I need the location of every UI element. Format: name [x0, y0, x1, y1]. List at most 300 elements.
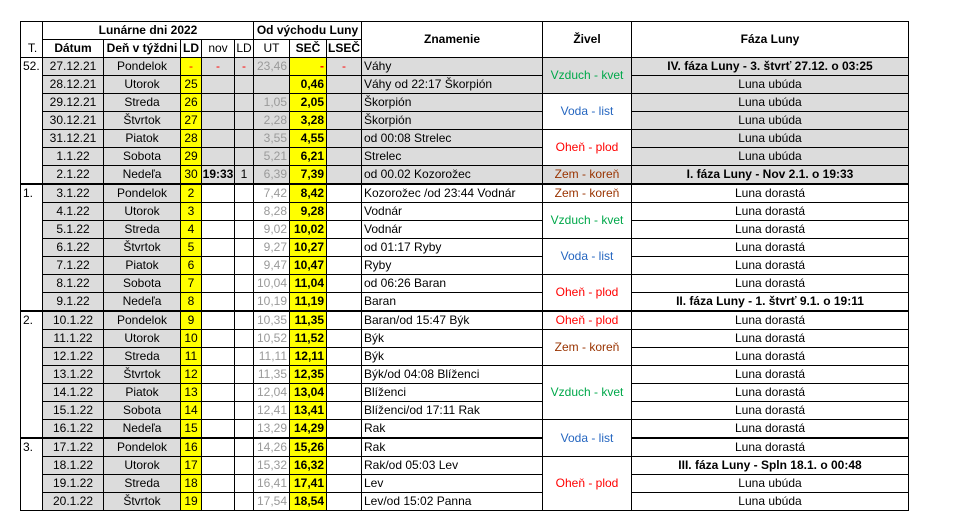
moonrise-ut-cell: 10,19 — [254, 293, 290, 312]
week-number-cell: 2. — [21, 311, 43, 438]
moonrise-sec-cell: 0,46 — [290, 76, 327, 94]
new-moon-cell — [202, 184, 235, 203]
lunar-day-2-cell — [235, 293, 254, 312]
table-row — [21, 203, 909, 221]
new-moon-cell — [202, 330, 235, 348]
weekday-cell: Piatok — [104, 130, 181, 148]
moonrise-lsec-cell — [327, 130, 362, 148]
moonrise-ut-cell: 23,46 — [254, 58, 290, 76]
weekday-cell: Streda — [104, 94, 181, 112]
zodiac-sign-cell: od 01:17 Ryby — [362, 239, 543, 257]
zodiac-sign-cell: Kozorožec /od 23:44 Vodnár — [362, 184, 543, 203]
lunar-day-cell: 26 — [181, 94, 202, 112]
new-moon-cell — [202, 457, 235, 475]
lunar-day-cell: 9 — [181, 311, 202, 330]
moonrise-ut-cell: 7,42 — [254, 184, 290, 203]
moonrise-ut-cell: 12,04 — [254, 384, 290, 402]
moonrise-ut-cell — [254, 76, 290, 94]
moon-phase-cell: Luna ubúda — [632, 76, 909, 94]
moonrise-lsec-cell — [327, 293, 362, 312]
moonrise-sec-cell: 12,11 — [290, 348, 327, 366]
moonrise-sec-cell: 8,42 — [290, 184, 327, 203]
zodiac-sign-cell: Váhy — [362, 58, 543, 76]
lunar-day-2-cell — [235, 148, 254, 166]
lunar-day-2-cell — [235, 184, 254, 203]
moon-phase-cell: II. fáza Luny - 1. štvrť 9.1. o 19:11 — [632, 293, 909, 312]
date-cell: 14.1.22 — [43, 384, 104, 402]
weekday-cell: Nedeľa — [104, 166, 181, 185]
moonrise-ut-cell: 13,29 — [254, 420, 290, 439]
date-cell: 17.1.22 — [43, 438, 104, 457]
moonrise-lsec-cell — [327, 384, 362, 402]
moonrise-ut-cell: 11,11 — [254, 348, 290, 366]
table-row — [21, 76, 909, 94]
moonrise-ut-cell: 14,26 — [254, 438, 290, 457]
date-cell: 10.1.22 — [43, 311, 104, 330]
zodiac-sign-cell: od 00.02 Kozorožec — [362, 166, 543, 185]
lunar-day-2-cell — [235, 457, 254, 475]
ut-header: UT — [254, 40, 290, 58]
zodiac-sign-cell: Býk — [362, 348, 543, 366]
date-cell: 1.1.22 — [43, 148, 104, 166]
zodiac-sign-cell: Škorpión — [362, 94, 543, 112]
weekday-cell: Nedeľa — [104, 420, 181, 439]
moonrise-ut-cell: 15,32 — [254, 457, 290, 475]
lunar-calendar-table — [20, 21, 909, 511]
lunar-day-2-cell — [235, 203, 254, 221]
phase-header: Fáza Luny — [632, 22, 909, 58]
calendar-body — [21, 58, 909, 511]
lunar-day-2-cell — [235, 221, 254, 239]
lunar-day-2-cell — [235, 402, 254, 420]
weekday-cell: Utorok — [104, 330, 181, 348]
moon-phase-cell: Luna dorastá — [632, 275, 909, 293]
table-row — [21, 475, 909, 493]
moonrise-ut-cell: 10,35 — [254, 311, 290, 330]
date-cell: 2.1.22 — [43, 166, 104, 185]
weekday-header: Deň v týždni — [104, 40, 181, 58]
moon-phase-cell: IV. fáza Luny - 3. štvrť 27.12. o 03:25 — [632, 58, 909, 76]
date-cell: 9.1.22 — [43, 293, 104, 312]
lunar-day-2-cell — [235, 438, 254, 457]
element-cell: Oheň - plod — [543, 311, 632, 330]
moonrise-lsec-cell — [327, 311, 362, 330]
lunar-day-2-cell — [235, 94, 254, 112]
new-moon-cell — [202, 148, 235, 166]
lunar-day-cell: 10 — [181, 330, 202, 348]
moonrise-ut-cell: 9,27 — [254, 239, 290, 257]
new-moon-cell — [202, 130, 235, 148]
moon-phase-cell: Luna dorastá — [632, 366, 909, 384]
moon-phase-cell: Luna dorastá — [632, 239, 909, 257]
lunar-day-cell: 19 — [181, 493, 202, 511]
element-cell: Vzduch - kvet — [543, 366, 632, 420]
moon-phase-cell: Luna dorastá — [632, 221, 909, 239]
zodiac-sign-cell: Vodnár — [362, 203, 543, 221]
table-row — [21, 148, 909, 166]
table-row — [21, 166, 909, 185]
zodiac-sign-cell: Lev/od 15:02 Panna — [362, 493, 543, 511]
weekday-cell: Piatok — [104, 257, 181, 275]
date-cell: 6.1.22 — [43, 239, 104, 257]
moon-phase-cell: Luna dorastá — [632, 384, 909, 402]
element-cell: Zem - koreň — [543, 330, 632, 366]
moon-phase-cell: Luna dorastá — [632, 348, 909, 366]
weekday-cell: Štvrtok — [104, 239, 181, 257]
moonrise-ut-cell: 10,52 — [254, 330, 290, 348]
moonrise-sec-cell: 11,35 — [290, 311, 327, 330]
moonrise-lsec-cell — [327, 112, 362, 130]
weekday-cell: Utorok — [104, 457, 181, 475]
lunar-day-2-cell — [235, 239, 254, 257]
lunar-day-cell: 12 — [181, 366, 202, 384]
new-moon-cell — [202, 221, 235, 239]
moonrise-lsec-cell — [327, 221, 362, 239]
lunar-day-2-cell — [235, 348, 254, 366]
lunar-day-2-cell — [235, 275, 254, 293]
week-header-spacer — [21, 22, 43, 40]
moonrise-lsec-cell — [327, 148, 362, 166]
moon-phase-cell: III. fáza Luny - Spln 18.1. o 00:48 — [632, 457, 909, 475]
table-row — [21, 348, 909, 366]
zodiac-sign-cell: Vodnár — [362, 221, 543, 239]
zodiac-sign-cell: Blíženci — [362, 384, 543, 402]
date-cell: 5.1.22 — [43, 221, 104, 239]
zodiac-sign-cell: Ryby — [362, 257, 543, 275]
zodiac-sign-cell: Býk/od 04:08 Blíženci — [362, 366, 543, 384]
moonrise-lsec-cell — [327, 457, 362, 475]
element-cell: Voda - list — [543, 420, 632, 457]
moonrise-ut-cell: 11,35 — [254, 366, 290, 384]
lunar-day-2-cell — [235, 257, 254, 275]
moonrise-ut-cell: 16,41 — [254, 475, 290, 493]
moonrise-sec-cell: 6,21 — [290, 148, 327, 166]
moon-phase-cell: Luna ubúda — [632, 94, 909, 112]
moonrise-ut-cell: 9,47 — [254, 257, 290, 275]
moonrise-ut-cell: 3,55 — [254, 130, 290, 148]
table-row — [21, 493, 909, 511]
moon-phase-cell: Luna dorastá — [632, 184, 909, 203]
moonrise-header: Od východu Luny — [254, 22, 362, 40]
table-row — [21, 330, 909, 348]
moonrise-lsec-cell — [327, 438, 362, 457]
ld2-header: LD — [235, 40, 254, 58]
moonrise-lsec-cell — [327, 239, 362, 257]
new-moon-cell: - — [202, 58, 235, 76]
zodiac-sign-cell: Blíženci/od 17:11 Rak — [362, 402, 543, 420]
zodiac-sign-cell: Rak/od 05:03 Lev — [362, 457, 543, 475]
moonrise-sec-cell: 17,41 — [290, 475, 327, 493]
moonrise-lsec-cell — [327, 94, 362, 112]
lunar-day-2-cell — [235, 366, 254, 384]
lunar-day-2-cell — [235, 384, 254, 402]
nov-header: nov — [202, 40, 235, 58]
moonrise-ut-cell: 9,02 — [254, 221, 290, 239]
moonrise-sec-cell: 11,04 — [290, 275, 327, 293]
weekday-cell: Utorok — [104, 203, 181, 221]
lunar-day-cell: 7 — [181, 275, 202, 293]
table-row — [21, 438, 909, 457]
new-moon-cell — [202, 76, 235, 94]
element-cell: Voda - list — [543, 94, 632, 130]
moonrise-lsec-cell — [327, 402, 362, 420]
moonrise-sec-cell: 10,27 — [290, 239, 327, 257]
moon-phase-cell: Luna dorastá — [632, 330, 909, 348]
date-cell: 12.1.22 — [43, 348, 104, 366]
weekday-cell: Pondelok — [104, 58, 181, 76]
moonrise-ut-cell: 10,04 — [254, 275, 290, 293]
moonrise-lsec-cell — [327, 184, 362, 203]
weekday-cell: Pondelok — [104, 184, 181, 203]
date-cell: 16.1.22 — [43, 420, 104, 439]
table-row — [21, 184, 909, 203]
table-row — [21, 366, 909, 384]
element-cell: Vzduch - kvet — [543, 58, 632, 94]
lunar-day-2-cell — [235, 420, 254, 439]
moonrise-sec-cell: - — [290, 58, 327, 76]
moon-phase-cell: Luna ubúda — [632, 493, 909, 511]
element-cell: Oheň - plod — [543, 457, 632, 511]
date-cell: 27.12.21 — [43, 58, 104, 76]
weekday-cell: Streda — [104, 348, 181, 366]
date-header: Dátum — [43, 40, 104, 58]
new-moon-cell — [202, 438, 235, 457]
date-cell: 4.1.22 — [43, 203, 104, 221]
date-cell: 8.1.22 — [43, 275, 104, 293]
weekday-cell: Štvrtok — [104, 112, 181, 130]
new-moon-cell — [202, 293, 235, 312]
table-row — [21, 130, 909, 148]
lunar-day-2-cell — [235, 112, 254, 130]
weekday-cell: Streda — [104, 221, 181, 239]
moon-phase-cell: Luna ubúda — [632, 112, 909, 130]
zodiac-sign-cell: Rak — [362, 438, 543, 457]
lunar-day-cell: 17 — [181, 457, 202, 475]
moon-phase-cell: Luna dorastá — [632, 402, 909, 420]
lunar-day-cell: 2 — [181, 184, 202, 203]
ld-header: LD — [181, 40, 202, 58]
lunar-day-2-cell: - — [235, 58, 254, 76]
element-header: Živel — [543, 22, 632, 58]
new-moon-cell — [202, 275, 235, 293]
date-cell: 30.12.21 — [43, 112, 104, 130]
table-row — [21, 420, 909, 439]
moonrise-sec-cell: 16,32 — [290, 457, 327, 475]
zodiac-sign-cell: Baran — [362, 293, 543, 312]
date-cell: 7.1.22 — [43, 257, 104, 275]
lunar-day-2-cell — [235, 311, 254, 330]
moon-phase-cell: Luna ubúda — [632, 148, 909, 166]
new-moon-cell — [202, 402, 235, 420]
weekday-cell: Utorok — [104, 76, 181, 94]
zodiac-sign-cell: od 06:26 Baran — [362, 275, 543, 293]
lunar-day-cell: 3 — [181, 203, 202, 221]
date-cell: 19.1.22 — [43, 475, 104, 493]
lunar-day-cell: 13 — [181, 384, 202, 402]
zodiac-sign-cell: Baran/od 15:47 Býk — [362, 311, 543, 330]
moonrise-lsec-cell — [327, 275, 362, 293]
week-number-cell: 3. — [21, 438, 43, 511]
moonrise-sec-cell: 13,04 — [290, 384, 327, 402]
zodiac-sign-cell: Rak — [362, 420, 543, 439]
moonrise-ut-cell: 6,39 — [254, 166, 290, 185]
moonrise-lsec-cell: - — [327, 58, 362, 76]
weekday-cell: Sobota — [104, 275, 181, 293]
lunar-day-cell: 28 — [181, 130, 202, 148]
lunar-day-cell: 5 — [181, 239, 202, 257]
weekday-cell: Pondelok — [104, 311, 181, 330]
moonrise-lsec-cell — [327, 330, 362, 348]
new-moon-cell — [202, 493, 235, 511]
new-moon-cell — [202, 384, 235, 402]
date-cell: 15.1.22 — [43, 402, 104, 420]
weekday-cell: Štvrtok — [104, 493, 181, 511]
moonrise-sec-cell: 14,29 — [290, 420, 327, 439]
moonrise-sec-cell: 15,26 — [290, 438, 327, 457]
lunar-day-cell: 8 — [181, 293, 202, 312]
date-cell: 20.1.22 — [43, 493, 104, 511]
moonrise-sec-cell: 4,55 — [290, 130, 327, 148]
new-moon-cell — [202, 366, 235, 384]
element-cell: Oheň - plod — [543, 275, 632, 312]
lunar-day-2-cell — [235, 475, 254, 493]
moonrise-sec-cell: 9,28 — [290, 203, 327, 221]
moonrise-sec-cell: 18,54 — [290, 493, 327, 511]
moonrise-lsec-cell — [327, 348, 362, 366]
table-row — [21, 457, 909, 475]
date-cell: 31.12.21 — [43, 130, 104, 148]
table-row — [21, 293, 909, 312]
moonrise-lsec-cell — [327, 76, 362, 94]
moon-phase-cell: Luna dorastá — [632, 257, 909, 275]
sign-header: Znamenie — [362, 22, 543, 58]
moonrise-lsec-cell — [327, 366, 362, 384]
lunar-day-cell: 16 — [181, 438, 202, 457]
table-row — [21, 239, 909, 257]
lunar-day-2-cell: 1 — [235, 166, 254, 185]
lunar-day-cell: 6 — [181, 257, 202, 275]
new-moon-cell — [202, 94, 235, 112]
weekday-cell: Piatok — [104, 384, 181, 402]
lunar-day-2-cell — [235, 130, 254, 148]
weekday-cell: Nedeľa — [104, 293, 181, 312]
moonrise-ut-cell: 17,54 — [254, 493, 290, 511]
lunar-day-cell: 11 — [181, 348, 202, 366]
weekday-cell: Sobota — [104, 402, 181, 420]
table-row — [21, 384, 909, 402]
lunar-day-cell: 15 — [181, 420, 202, 439]
week-header: T. — [21, 40, 43, 58]
moonrise-sec-cell: 10,47 — [290, 257, 327, 275]
lunar-day-cell: 4 — [181, 221, 202, 239]
moonrise-ut-cell: 1,05 — [254, 94, 290, 112]
date-cell: 28.12.21 — [43, 76, 104, 94]
moon-phase-cell: Luna ubúda — [632, 475, 909, 493]
element-cell: Zem - koreň — [543, 166, 632, 185]
date-cell: 18.1.22 — [43, 457, 104, 475]
lunar-day-2-cell — [235, 330, 254, 348]
moonrise-lsec-cell — [327, 420, 362, 439]
element-cell: Oheň - plod — [543, 130, 632, 166]
lunar-days-header: Lunárne dni 2022 — [43, 22, 254, 40]
moonrise-ut-cell: 8,28 — [254, 203, 290, 221]
zodiac-sign-cell: Býk — [362, 330, 543, 348]
lunar-day-cell: 14 — [181, 402, 202, 420]
date-cell: 13.1.22 — [43, 366, 104, 384]
new-moon-cell — [202, 348, 235, 366]
element-cell: Zem - koreň — [543, 184, 632, 203]
new-moon-cell: 19:33 — [202, 166, 235, 185]
new-moon-cell — [202, 257, 235, 275]
new-moon-cell — [202, 112, 235, 130]
lunar-day-cell: 29 — [181, 148, 202, 166]
moon-phase-cell: I. fáza Luny - Nov 2.1. o 19:33 — [632, 166, 909, 185]
weekday-cell: Pondelok — [104, 438, 181, 457]
new-moon-cell — [202, 239, 235, 257]
lunar-day-2-cell — [235, 493, 254, 511]
moonrise-lsec-cell — [327, 475, 362, 493]
lunar-day-cell: 30 — [181, 166, 202, 185]
table-row — [21, 221, 909, 239]
moonrise-sec-cell: 7,39 — [290, 166, 327, 185]
date-cell: 11.1.22 — [43, 330, 104, 348]
moon-phase-cell: Luna ubúda — [632, 130, 909, 148]
table-row — [21, 257, 909, 275]
moon-phase-cell: Luna dorastá — [632, 420, 909, 439]
moon-phase-cell: Luna dorastá — [632, 203, 909, 221]
moonrise-lsec-cell — [327, 257, 362, 275]
moonrise-ut-cell: 5,21 — [254, 148, 290, 166]
weekday-cell: Sobota — [104, 148, 181, 166]
new-moon-cell — [202, 475, 235, 493]
lsec-header: LSEČ — [327, 40, 362, 58]
zodiac-sign-cell: Strelec — [362, 148, 543, 166]
moon-phase-cell: Luna dorastá — [632, 311, 909, 330]
moonrise-ut-cell: 2,28 — [254, 112, 290, 130]
week-number-cell: 52. — [21, 58, 43, 185]
table-row — [21, 58, 909, 76]
table-row — [21, 311, 909, 330]
zodiac-sign-cell: Lev — [362, 475, 543, 493]
date-cell: 3.1.22 — [43, 184, 104, 203]
new-moon-cell — [202, 203, 235, 221]
weekday-cell: Streda — [104, 475, 181, 493]
zodiac-sign-cell: od 00:08 Strelec — [362, 130, 543, 148]
sec-header: SEČ — [290, 40, 327, 58]
element-cell: Voda - list — [543, 239, 632, 275]
new-moon-cell — [202, 420, 235, 439]
table-row — [21, 94, 909, 112]
table-row — [21, 402, 909, 420]
moonrise-sec-cell: 12,35 — [290, 366, 327, 384]
moonrise-sec-cell: 13,41 — [290, 402, 327, 420]
weekday-cell: Štvrtok — [104, 366, 181, 384]
zodiac-sign-cell: Váhy od 22:17 Škorpión — [362, 76, 543, 94]
lunar-day-cell: 27 — [181, 112, 202, 130]
lunar-day-cell: - — [181, 58, 202, 76]
moonrise-sec-cell: 11,19 — [290, 293, 327, 312]
moonrise-lsec-cell — [327, 166, 362, 185]
table-row — [21, 275, 909, 293]
lunar-day-2-cell — [235, 76, 254, 94]
moonrise-sec-cell: 10,02 — [290, 221, 327, 239]
date-cell: 29.12.21 — [43, 94, 104, 112]
moonrise-sec-cell: 3,28 — [290, 112, 327, 130]
moonrise-lsec-cell — [327, 203, 362, 221]
lunar-day-cell: 18 — [181, 475, 202, 493]
moonrise-lsec-cell — [327, 493, 362, 511]
moonrise-sec-cell: 2,05 — [290, 94, 327, 112]
